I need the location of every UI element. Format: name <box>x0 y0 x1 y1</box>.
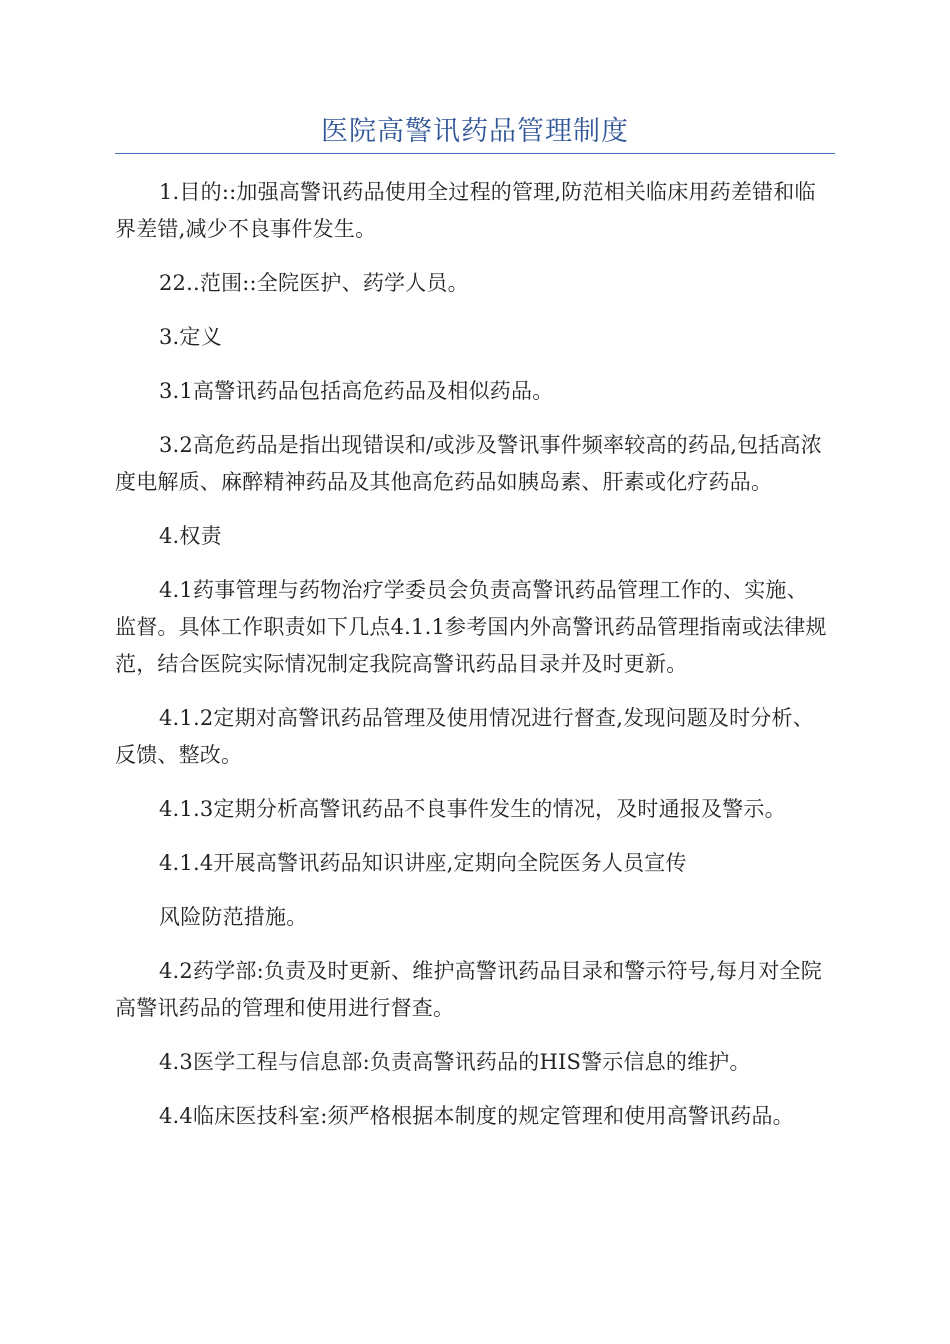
document-body <box>115 174 827 1152</box>
paragraph-responsibility-4-2: 4.2药学部:负责及时更新、维护高警讯药品目录和警示符号,每月对全院高警讯药品的管理和使用进行督查。 <box>115 959 822 1020</box>
paragraph-responsibility-heading: 4.权责 <box>159 524 222 548</box>
paragraph-responsibility-4-3: 4.3医学工程与信息部:负责高警讯药品的HIS警示信息的维护。 <box>159 1050 751 1074</box>
paragraph-definition-3-2: 3.2高危药品是指出现错误和/或涉及警讯事件频率较高的药品,包括高浓度电解质、麻醉精神药品及其他高危药品如胰岛素、肝素或化疗药品。 <box>115 433 822 494</box>
paragraph-purpose: 1.目的::加强高警讯药品使用全过程的管理,防范相关临床用药差错和临界差错,减少不良事件发生。 <box>115 180 816 241</box>
paragraph-responsibility-4-1-4: 4.1.4开展高警讯药品知识讲座,定期向全院医务人员宣传 <box>159 851 687 875</box>
document-title: 医院高警讯药品管理制度 <box>321 116 629 147</box>
paragraph-responsibility-4-1-2: 4.1.2定期对高警讯药品管理及使用情况进行督查,发现问题及时分析、反馈、整改。 <box>115 706 814 767</box>
paragraph-definition-heading: 3.定义 <box>159 325 222 349</box>
paragraph-responsibility-4-1-3: 4.1.3定期分析高警讯药品不良事件发生的情况，及时通报及警示。 <box>159 797 786 821</box>
paragraph-responsibility-4-1: 4.1药事管理与药物治疗学委员会负责高警讯药品管理工作的、实施、监督。具体工作职责如下几点4.1.1参考国内外高警讯药品管理指南或法律规范，结合医院实际情况制定我院高警讯药品目录并及时更新。 <box>115 578 827 676</box>
paragraph-risk-measures: 风险防范措施。 <box>159 905 308 929</box>
paragraph-scope: 22..范围::全院医护、药学人员。 <box>159 271 469 295</box>
title-underline <box>115 153 835 154</box>
paragraph-responsibility-4-4: 4.4临床医技科室:须严格根据本制度的规定管理和使用高警讯药品。 <box>159 1104 794 1128</box>
paragraph-definition-3-1: 3.1高警讯药品包括高危药品及相似药品。 <box>159 379 554 403</box>
